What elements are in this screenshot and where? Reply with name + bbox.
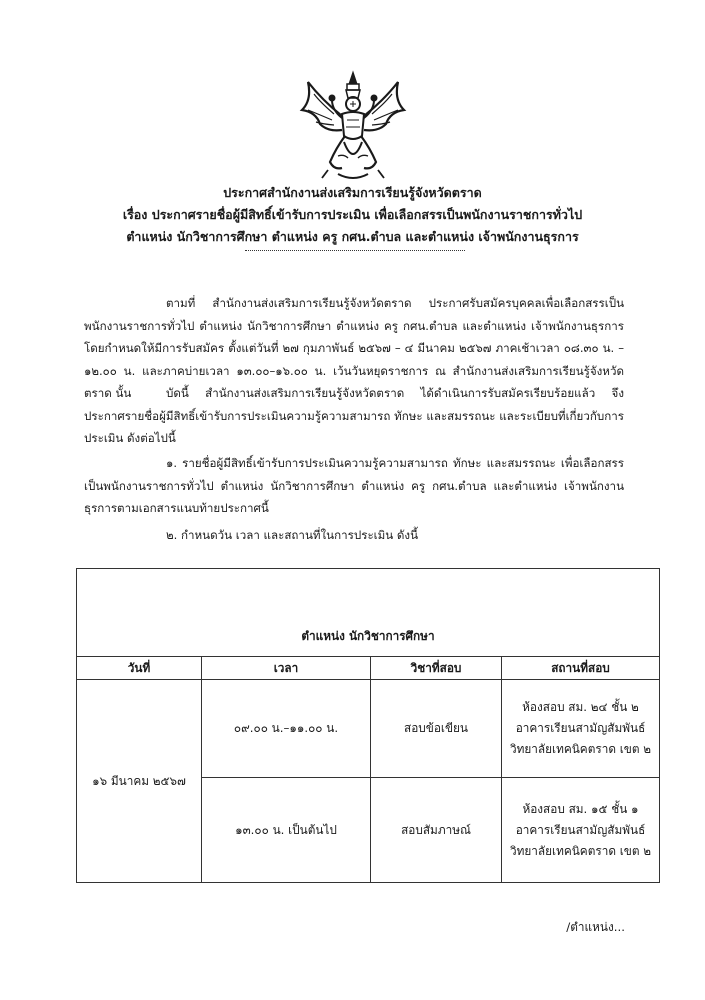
paragraph-background: ตามที่ สำนักงานส่งเสริมการเรียนรู้จังหวัดตราด ประกาศรับสมัครบุคคลเพื่อเลือกสรรเป็นพนักงานราชการทั่วไป ตำแหน่ง นักวิชาการศึกษา ตำแหน่ง ครู กศน.ตำบล และตำแหน่ง เจ้าพนักงานธุรการ โดยกำหนดให้มีการรับสมัคร ตั้งแต่วันที่ ๒๗ กุมภาพันธ์ ๒๕๖๗ – ๔ มีนาคม ๒๕๖๗ ภาคเช้าเวลา ๐๘.๓๐ น. –๑๒.๐๐ น. และภาคบ่ายเวลา ๑๓.๐๐–๑๖.๐๐ น. เว้นวันหยุดราชการ ณ สำนักงานส่งเสริมการเรียนรู้จังหวัดตราด นั้น (84, 296, 624, 400)
location-room: ห้องสอบ สม. ๒๔ ชั้น ๒ (522, 700, 639, 714)
paragraph-item-1: ๑. รายชื่อผู้มีสิทธิ์เข้ารับการประเมินความรู้ความสามารถ ทักษะ และสมรรถนะ เพื่อเลือกสรรเป็นพนักงานราชการทั่วไป ตำแหน่ง นักวิชาการศึกษา ตำแหน่ง ครู กศน.ตำบล และตำแหน่ง เจ้าพนักงานธุรการตามเอกสารแนบท้ายประกาศนี้ (84, 456, 624, 515)
column-header-location: สถานที่สอบ (502, 657, 660, 680)
table-title: ตำแหน่ง นักวิชาการศึกษา (77, 569, 660, 657)
paragraph-item-2: ๒. กำหนดวัน เวลา และสถานที่ในการประเมิน ดังนี้ (166, 528, 418, 542)
announcement-issuer: ประกาศสำนักงานส่งเสริมการเรียนรู้จังหวัดตราด (223, 185, 482, 200)
garuda-emblem-icon (298, 70, 408, 182)
announcement-positions: ตำแหน่ง นักวิชาการศึกษา ตำแหน่ง ครู กศน.ตำบล และตำแหน่ง เจ้าพนักงานธุรการ (126, 229, 579, 244)
subject-cell: สอบสัมภาษณ์ (371, 778, 502, 883)
location-college: วิทยาลัยเทคนิคตราด เขต ๒ (509, 742, 652, 756)
location-room: ห้องสอบ สม. ๑๕ ชั้น ๑ (522, 801, 639, 816)
time-cell: ๐๙.๐๐ น.–๑๑.๐๐ น. (202, 680, 371, 778)
column-header-date: วันที่ (77, 657, 202, 680)
location-college: วิทยาลัยเทคนิคตราด เขต ๒ (509, 843, 652, 858)
exam-date-cell: ๑๖ มีนาคม ๒๕๖๗ (77, 680, 202, 883)
location-building: อาคารเรียนสามัญสัมพันธ์ (515, 822, 646, 837)
location-building: อาคารเรียนสามัญสัมพันธ์ (515, 721, 646, 735)
column-header-subject: วิชาที่สอบ (371, 657, 502, 680)
announcement-subject: เรื่อง ประกาศรายชื่อผู้มีสิทธิ์เข้ารับการประเมิน เพื่อเลือกสรรเป็นพนักงานราชการทั่วไป (122, 207, 583, 222)
time-cell: ๑๓.๐๐ น. เป็นต้นไป (202, 778, 371, 883)
column-header-time: เวลา (202, 657, 371, 680)
location-cell (502, 680, 660, 778)
divider-dotted (245, 250, 465, 251)
location-cell (502, 778, 660, 883)
paragraph-announcement: บัดนี้ สำนักงานส่งเสริมการเรียนรู้จังหวัดตราด ได้ดำเนินการรับสมัครเรียบร้อยแล้ว จึงประกาศรายชื่อผู้มีสิทธิ์เข้ารับการประเมินความรู้ความสามารถ ทักษะ และสมรรถนะ และระเบียบที่เกี่ยวกับการประเมิน ดังต่อไปนี้ (84, 386, 624, 445)
subject-cell: สอบข้อเขียน (371, 680, 502, 778)
table-row (77, 680, 660, 778)
exam-schedule-table (76, 568, 660, 883)
page-continuation: /ตำแหน่ง... (566, 920, 625, 934)
